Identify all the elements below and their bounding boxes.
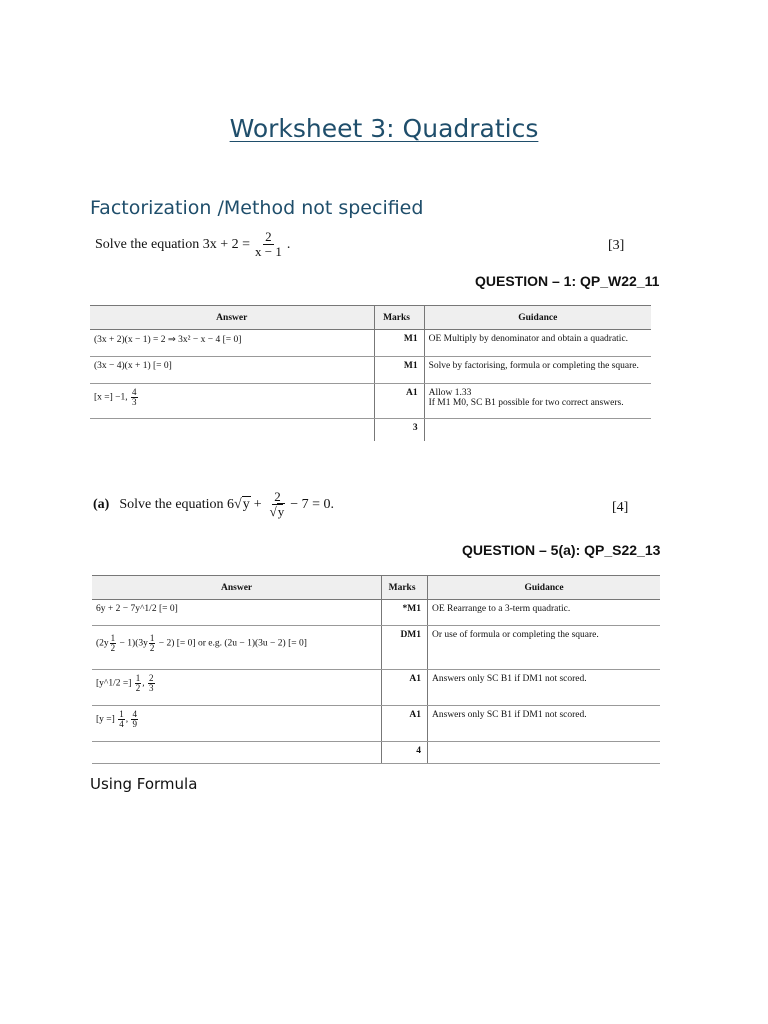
marks-total-cell: 4 bbox=[382, 742, 428, 764]
answer-cell: [y^1/2 =] $\frac{1}{2}$ , $\frac{2}{3}$ bbox=[92, 670, 382, 706]
q1-statement bbox=[95, 230, 290, 260]
fraction-num: 1 bbox=[110, 633, 116, 643]
col-answer-header: Answer bbox=[92, 576, 382, 600]
exponent-fraction bbox=[149, 634, 156, 653]
subsection-heading: Using Formula bbox=[90, 775, 198, 793]
section-heading: Factorization /Method not specified bbox=[90, 197, 424, 219]
answer-cell: (3x − 4)(x + 1) [= 0] bbox=[90, 357, 374, 384]
fraction-num: 1 bbox=[119, 709, 124, 719]
answer-part-b: − 1)(3y bbox=[117, 638, 148, 649]
q2-frac-den-var: y bbox=[277, 504, 285, 520]
answer-prefix: [y =] bbox=[96, 714, 115, 725]
exponent-fraction bbox=[110, 634, 117, 653]
table-row bbox=[92, 626, 660, 670]
q2-sqrt-var: y bbox=[242, 497, 250, 513]
col-guidance-header: Guidance bbox=[424, 306, 651, 330]
table-row bbox=[90, 330, 651, 357]
guidance-cell: Answers only SC B1 if DM1 not scored. bbox=[428, 706, 660, 742]
guidance-cell bbox=[424, 384, 651, 419]
col-marks-header: Marks bbox=[374, 306, 424, 330]
marks-cell: DM1 bbox=[382, 626, 428, 670]
guidance-cell: Answers only SC B1 if DM1 not scored. bbox=[428, 670, 660, 706]
table-header-row bbox=[92, 576, 660, 600]
marks-total-cell: 3 bbox=[374, 419, 424, 441]
fraction-num: 4 bbox=[132, 709, 137, 719]
guidance-line-1: Allow 1.33 bbox=[428, 388, 472, 398]
fraction-den: 2 bbox=[149, 643, 155, 653]
q2-part-label: (a) bbox=[93, 496, 110, 512]
q2-fraction bbox=[268, 490, 288, 520]
fraction-den: 4 bbox=[119, 719, 124, 729]
marks-cell: A1 bbox=[382, 706, 428, 742]
q2-suffix: − 7 = 0. bbox=[290, 496, 335, 512]
fraction-den: 3 bbox=[149, 683, 154, 693]
marks-cell: M1 bbox=[374, 330, 424, 357]
answer-part-c: − 2) [= 0] or e.g. (2u − 1)(3u − 2) [= 0] bbox=[156, 638, 307, 649]
marks-cell: M1 bbox=[374, 357, 424, 384]
q2-marks: [4] bbox=[612, 500, 629, 515]
fraction-den: 3 bbox=[132, 397, 137, 407]
answer-fraction-1 bbox=[135, 674, 142, 693]
guidance-cell bbox=[424, 419, 651, 441]
table-row bbox=[92, 600, 660, 626]
marks-cell: A1 bbox=[382, 670, 428, 706]
marks-cell: A1 bbox=[374, 384, 424, 419]
fraction-num: 4 bbox=[132, 387, 137, 397]
q1-label: QUESTION – 1: QP_W22_11 bbox=[475, 273, 660, 289]
q2-mark-scheme-table bbox=[92, 575, 660, 764]
col-marks-header: Marks bbox=[382, 576, 428, 600]
answer-cell: [y =] $\frac{1}{4}$ , $\frac{4}{9}$ bbox=[92, 706, 382, 742]
answer-fraction bbox=[131, 388, 138, 407]
guidance-cell: OE Multiply by denominator and obtain a quadratic. bbox=[424, 330, 651, 357]
fraction-den: 2 bbox=[135, 683, 141, 693]
answer-cell: (3x + 2)(x − 1) = 2 ⇒ 3x² − x − 4 [= 0] bbox=[90, 330, 374, 357]
q2-plus: + bbox=[253, 496, 262, 512]
fraction-num: 2 bbox=[149, 673, 154, 683]
marks-cell: *M1 bbox=[382, 600, 428, 626]
answer-cell bbox=[90, 384, 374, 419]
guidance-cell: Or use of formula or completing the square. bbox=[428, 626, 660, 670]
q2-prefix: Solve the equation 6 bbox=[119, 496, 235, 512]
q1-fraction bbox=[253, 230, 284, 260]
fraction-num: 1 bbox=[149, 633, 155, 643]
guidance-cell: Solve by factorising, formula or completing the square. bbox=[424, 357, 651, 384]
q2-statement bbox=[93, 490, 334, 520]
guidance-cell bbox=[428, 742, 660, 764]
answer-fraction-2 bbox=[148, 674, 155, 693]
q1-frac-num: 2 bbox=[265, 229, 272, 244]
q1-frac-den: x − 1 bbox=[255, 244, 282, 260]
fraction-den: 9 bbox=[132, 719, 137, 729]
answer-cell bbox=[92, 626, 382, 670]
table-header-row bbox=[90, 306, 651, 330]
q2-frac-den bbox=[268, 505, 288, 519]
answer-cell bbox=[90, 419, 374, 441]
sqrt-symbol: √ bbox=[234, 496, 242, 512]
guidance-cell: OE Rearrange to a 3-term quadratic. bbox=[428, 600, 660, 626]
fraction-num: 1 bbox=[135, 673, 141, 683]
table-row bbox=[92, 706, 660, 742]
answer-prefix: [x =] −1, bbox=[94, 392, 128, 403]
answer-part-a: (2y bbox=[96, 638, 109, 649]
table-row-total bbox=[92, 742, 660, 764]
q1-marks: [3] bbox=[608, 238, 625, 253]
guidance-line-2: If M1 M0, SC B1 possible for two correct answers. bbox=[428, 398, 624, 408]
answer-prefix: [y^1/2 =] bbox=[96, 678, 132, 689]
fraction-den: 2 bbox=[110, 643, 116, 653]
table-row bbox=[90, 384, 651, 419]
col-answer-header: Answer bbox=[90, 306, 374, 330]
answer-fraction-2 bbox=[131, 710, 138, 729]
q1-suffix: . bbox=[286, 236, 291, 252]
q2-frac-num: 2 bbox=[274, 489, 281, 504]
q1-mark-scheme-table bbox=[90, 305, 651, 441]
page-title: Worksheet 3: Quadratics bbox=[229, 114, 539, 143]
answer-cell: 6y + 2 − 7y^1/2 [= 0] bbox=[92, 600, 382, 626]
q1-prefix: Solve the equation 3x + 2 = bbox=[95, 236, 250, 252]
sqrt-symbol: √ bbox=[269, 504, 277, 520]
table-row bbox=[92, 670, 660, 706]
table-row bbox=[90, 357, 651, 384]
answer-fraction-1 bbox=[118, 710, 125, 729]
table-row-total bbox=[90, 419, 651, 441]
answer-cell bbox=[92, 742, 382, 764]
col-guidance-header: Guidance bbox=[428, 576, 660, 600]
q2-label: QUESTION – 5(a): QP_S22_13 bbox=[462, 542, 661, 558]
